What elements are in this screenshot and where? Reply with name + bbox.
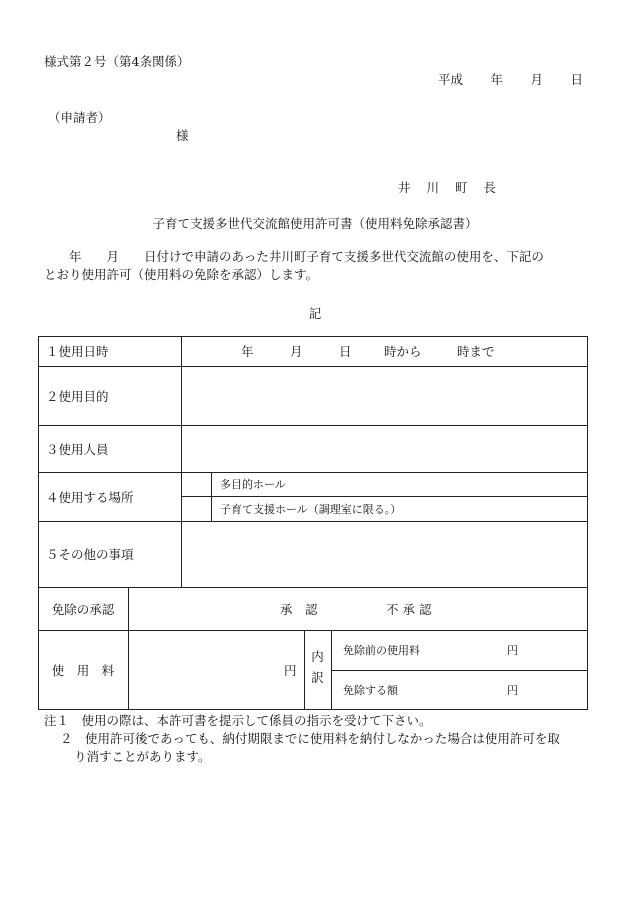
usage-day-unit: 日 bbox=[339, 344, 352, 359]
note-2-line-1: ２ 使用許可後であっても、納付期限までに使用料を納付しなかった場合は使用許可を取 bbox=[60, 731, 560, 746]
body-line-2: とおり使用許可（使用料の免除を承認）します。 bbox=[44, 267, 319, 282]
usage-place-label: ４使用する場所 bbox=[46, 489, 134, 505]
document-title: 子育て支援多世代交流館使用許可書（使用料免除承認書） bbox=[152, 216, 478, 231]
body-text bbox=[44, 248, 589, 284]
body-line-1: 年 月 日付けで申請のあった井川町子育て支援多世代交流館の使用を、下記の bbox=[44, 249, 544, 264]
row-line bbox=[38, 425, 588, 426]
breakdown-label-top: 内 bbox=[311, 649, 324, 664]
permit-table bbox=[38, 336, 588, 710]
usage-purpose-label: ２使用目的 bbox=[46, 388, 109, 404]
col-line bbox=[331, 630, 332, 709]
table-border-right bbox=[587, 336, 588, 710]
fee-before-exemption-yen: 円 bbox=[507, 644, 518, 657]
row-line bbox=[38, 366, 588, 367]
col-line bbox=[181, 336, 182, 587]
usage-month-unit: 月 bbox=[290, 344, 303, 359]
date-year: 年 bbox=[490, 72, 503, 87]
date-era: 平成 bbox=[438, 72, 464, 87]
usage-datetime-label: １使用日時 bbox=[46, 344, 109, 359]
exemption-disapprove: 不 承 認 bbox=[386, 601, 432, 617]
applicant-label: （申請者） bbox=[48, 110, 111, 125]
form-number: 様式第２号（第4条関係） bbox=[44, 54, 190, 69]
breakdown-label-bottom: 訳 bbox=[311, 670, 324, 685]
note-1: 注１ 使用の際は、本許可書を提示して係員の指示を受けて下さい。 bbox=[44, 713, 432, 728]
usage-year-unit: 年 bbox=[241, 344, 254, 359]
place-option-childcare-hall: 子育て支援ホール（調理室に限る。） bbox=[220, 502, 402, 516]
issue-date bbox=[438, 70, 583, 88]
col-line bbox=[211, 472, 212, 521]
usage-attendees-label: ３使用人員 bbox=[46, 441, 109, 457]
usage-until-unit: 時まで bbox=[457, 344, 495, 359]
ki-heading: 記 bbox=[308, 306, 322, 321]
other-matters-label: ５その他の事項 bbox=[46, 547, 134, 562]
usage-fee-yen: 円 bbox=[284, 662, 297, 678]
issuer-mayor: 井 川 町 長 bbox=[398, 180, 502, 195]
usage-from-unit: 時から bbox=[384, 344, 422, 359]
fee-exempt-amount-yen: 円 bbox=[507, 683, 518, 697]
exemption-approval-label: 免除の承認 bbox=[51, 601, 115, 617]
usage-fee-label: 使 用 料 bbox=[51, 662, 115, 678]
fee-exempt-amount-label: 免除する額 bbox=[343, 683, 398, 697]
date-day: 日 bbox=[570, 72, 583, 87]
col-line bbox=[128, 587, 129, 709]
exemption-approve: 承 認 bbox=[280, 601, 318, 617]
table-border-top bbox=[38, 336, 588, 337]
applicant-honorific: 様 bbox=[176, 128, 189, 143]
fee-before-exemption-label: 免除前の使用料 bbox=[343, 644, 420, 657]
place-option-hall: 多目的ホール bbox=[220, 478, 286, 491]
notes bbox=[44, 712, 594, 766]
date-month: 月 bbox=[530, 72, 543, 87]
note-2-line-2: り消すことがあります。 bbox=[74, 749, 211, 764]
table-border-bottom bbox=[38, 709, 588, 710]
